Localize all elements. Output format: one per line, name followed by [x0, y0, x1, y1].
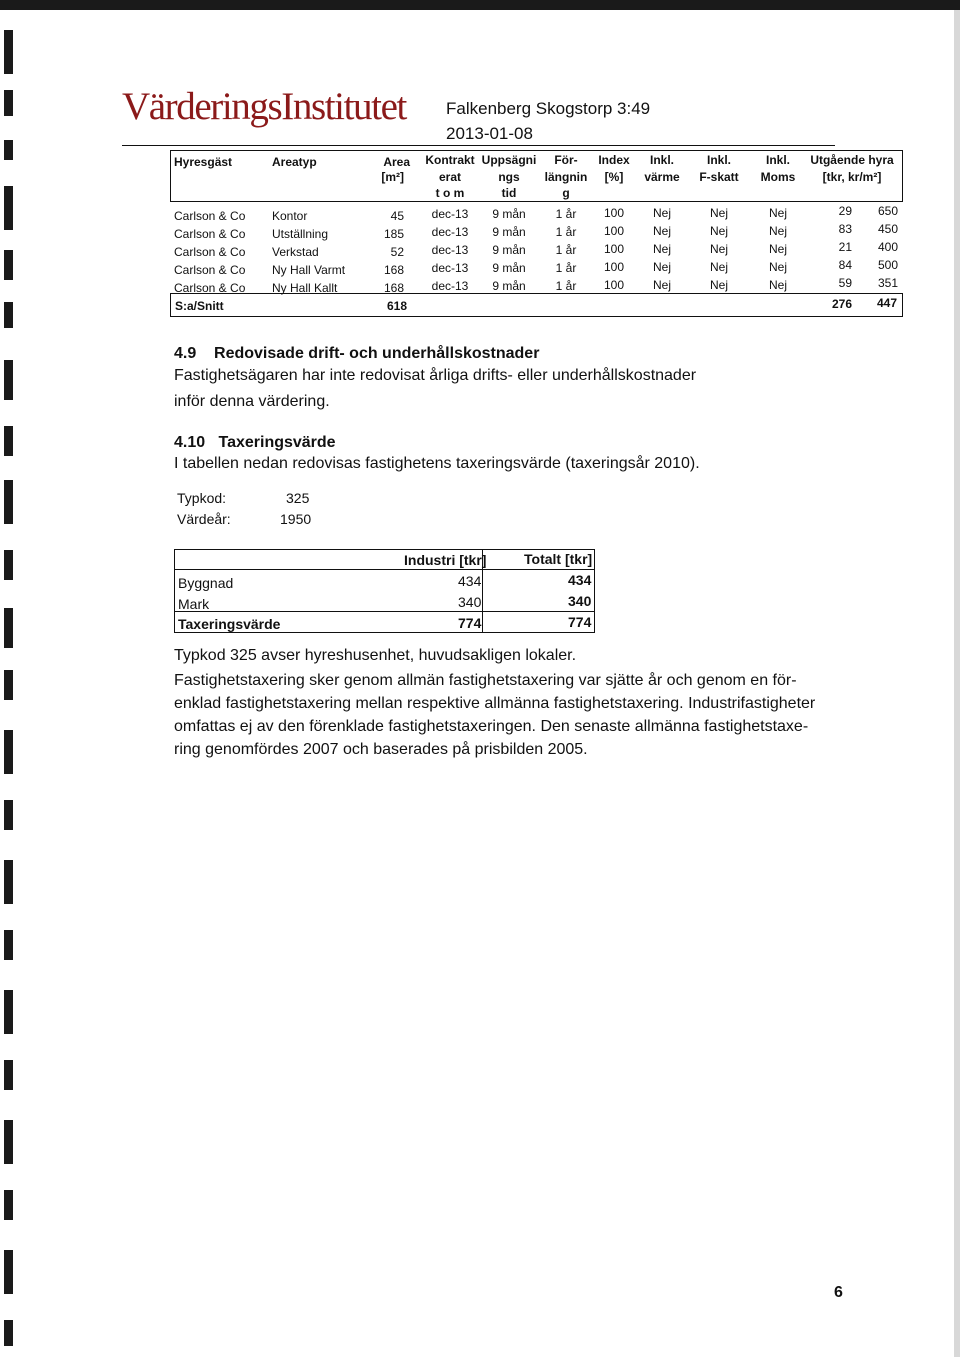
paragraph-line: Typkod 325 avser hyreshusenhet, huvudsakligen lokaler. [174, 647, 577, 664]
col-heating: Inkl. [649, 153, 674, 167]
total-industry: 774 [458, 615, 482, 631]
row-industry: 340 [458, 594, 482, 610]
row-area: 168 [383, 281, 404, 295]
row-notice: 9 mån [492, 207, 526, 221]
rent-table-total-row [170, 293, 903, 317]
row-ftax: Nej [709, 260, 728, 274]
row-heating: Nej [652, 206, 671, 220]
col-ftax-2: F-skatt [699, 170, 739, 184]
scan-right-edge [954, 10, 960, 1357]
row-heating: Nej [652, 278, 671, 292]
row-heating: Nej [652, 224, 671, 238]
section-title: Taxeringsvärde [218, 434, 336, 451]
col-rent-unit: [tkr, kr/m²] [822, 170, 882, 184]
row-industry: 434 [458, 573, 482, 589]
col-contract-3: t o m [435, 186, 465, 200]
row-notice: 9 mån [492, 225, 526, 239]
row-rent-tkr: 84 [838, 258, 852, 272]
row-index: 100 [603, 260, 625, 274]
typkod-value: 325 [286, 490, 310, 506]
tax-table [174, 549, 595, 633]
paragraph-line: ring genomfördes 2007 och baserades på prisbilden 2005. [174, 741, 588, 758]
paragraph-line: Fastighetsägaren har inte redovisat årliga drifts- eller underhållskostnader [174, 367, 697, 384]
row-extension: 1 år [555, 225, 577, 239]
col-tenant: Hyresgäst [174, 155, 233, 169]
total-label: Taxeringsvärde [178, 616, 281, 632]
row-vat: Nej [768, 242, 787, 256]
row-ftax: Nej [709, 224, 728, 238]
row-tenant: Carlson & Co [174, 227, 246, 241]
vardear-label: Värdeår: [177, 511, 231, 527]
row-type: Verkstad [272, 245, 319, 259]
row-extension: 1 år [555, 279, 577, 293]
col-rent: Utgående hyra [810, 153, 894, 167]
header-rule [122, 145, 835, 146]
total-area: 618 [387, 299, 408, 313]
row-area: 185 [383, 227, 404, 241]
row-type: Utställning [272, 227, 329, 241]
col-extension: För- [554, 153, 578, 167]
row-contract: dec-13 [431, 261, 469, 275]
col-heating-2: värme [644, 170, 680, 184]
row-total: 434 [568, 572, 592, 588]
row-tenant: Carlson & Co [174, 263, 246, 277]
row-rent-sqm: 400 [877, 240, 898, 254]
row-type: Kontor [272, 209, 308, 223]
col-area: Area [383, 155, 410, 169]
total-rent-tkr: 276 [832, 297, 853, 311]
paragraph-line: I tabellen nedan redovisas fastighetens taxeringsvärde (taxeringsår 2010). [174, 455, 700, 472]
section-title: Redovisade drift- och underhållskostnader [214, 345, 540, 362]
total-rent-sqm: 447 [877, 296, 898, 310]
col-extension-3: g [562, 186, 570, 200]
row-tenant: Carlson & Co [174, 281, 246, 295]
property-name: Falkenberg Skogstorp 3:49 [446, 99, 651, 118]
row-index: 100 [603, 224, 625, 238]
col-contract: Kontrakt [425, 153, 475, 167]
row-vat: Nej [768, 224, 787, 238]
vardear-value: 1950 [280, 511, 312, 527]
row-area: 168 [383, 263, 404, 277]
row-index: 100 [603, 278, 625, 292]
col-index-unit: [%] [604, 170, 624, 184]
binding-holes [4, 30, 14, 1350]
row-rent-sqm: 450 [877, 222, 898, 236]
row-total: 340 [568, 593, 592, 609]
paragraph-line: inför denna värdering. [174, 393, 330, 410]
total-label: S:a/Snitt [175, 299, 224, 313]
row-rent-sqm: 500 [877, 258, 898, 272]
row-contract: dec-13 [431, 207, 469, 221]
row-ftax: Nej [709, 278, 728, 292]
row-type: Ny Hall Kallt [272, 281, 338, 295]
row-area: 52 [390, 245, 404, 259]
section-number: 4.10 [174, 434, 206, 451]
col-total: Totalt [tkr] [524, 551, 593, 567]
row-ftax: Nej [709, 206, 728, 220]
col-index: Index [598, 153, 630, 167]
row-index: 100 [603, 206, 625, 220]
row-label: Mark [178, 596, 210, 612]
row-vat: Nej [768, 206, 787, 220]
row-notice: 9 mån [492, 279, 526, 293]
paragraph-line: enklad fastighetstaxering mellan respektive allmänna fastighetstaxering. Industrifastigheter [174, 695, 816, 712]
total-total: 774 [568, 614, 592, 630]
row-extension: 1 år [555, 261, 577, 275]
tax-table-header-rule [174, 569, 595, 570]
row-rent-tkr: 59 [838, 276, 852, 290]
col-contract-2: erat [438, 170, 461, 184]
row-contract: dec-13 [431, 225, 469, 239]
section-number: 4.9 [174, 345, 197, 362]
row-notice: 9 mån [492, 261, 526, 275]
col-vat: Inkl. [765, 153, 790, 167]
section-heading-4-9 [174, 345, 539, 363]
row-rent-tkr: 29 [838, 204, 852, 218]
paragraph-line: Fastighetstaxering sker genom allmän fastighetstaxering var sjätte år och genom en för- [174, 672, 797, 689]
row-label: Byggnad [178, 575, 234, 591]
row-heating: Nej [652, 242, 671, 256]
scan-top-edge [0, 0, 960, 10]
row-vat: Nej [768, 278, 787, 292]
page-number: 6 [834, 1284, 843, 1301]
row-area: 45 [390, 209, 404, 223]
row-heating: Nej [652, 260, 671, 274]
row-index: 100 [603, 242, 625, 256]
col-extension-2: längnin [544, 170, 588, 184]
row-rent-sqm: 650 [877, 204, 898, 218]
row-type: Ny Hall Varmt [272, 263, 346, 277]
typkod-label: Typkod: [177, 490, 227, 506]
col-area-type: Areatyp [272, 155, 317, 169]
col-notice-3: tid [501, 186, 517, 200]
row-tenant: Carlson & Co [174, 245, 246, 259]
row-rent-tkr: 83 [838, 222, 852, 236]
company-logo: VärderingsInstitutet [122, 85, 406, 128]
col-area-unit: [m²] [381, 170, 404, 184]
paragraph-line: omfattas ej av den förenklade fastighetstaxeringen. Den senaste allmänna fastighetstaxe- [174, 718, 809, 735]
col-vat-2: Moms [760, 170, 796, 184]
row-extension: 1 år [555, 243, 577, 257]
row-rent-tkr: 21 [838, 240, 852, 254]
row-rent-sqm: 351 [877, 276, 898, 290]
section-heading-4-10 [174, 434, 336, 452]
col-industry: Industri [tkr] [404, 552, 487, 568]
row-vat: Nej [768, 260, 787, 274]
col-notice-2: ngs [498, 170, 520, 184]
row-contract: dec-13 [431, 243, 469, 257]
col-ftax: Inkl. [706, 153, 731, 167]
row-extension: 1 år [555, 207, 577, 221]
tax-table-total-rule [174, 611, 595, 612]
col-notice: Uppsägni [481, 153, 537, 167]
row-tenant: Carlson & Co [174, 209, 246, 223]
report-date: 2013-01-08 [446, 124, 533, 143]
row-ftax: Nej [709, 242, 728, 256]
row-contract: dec-13 [431, 279, 469, 293]
row-notice: 9 mån [492, 243, 526, 257]
